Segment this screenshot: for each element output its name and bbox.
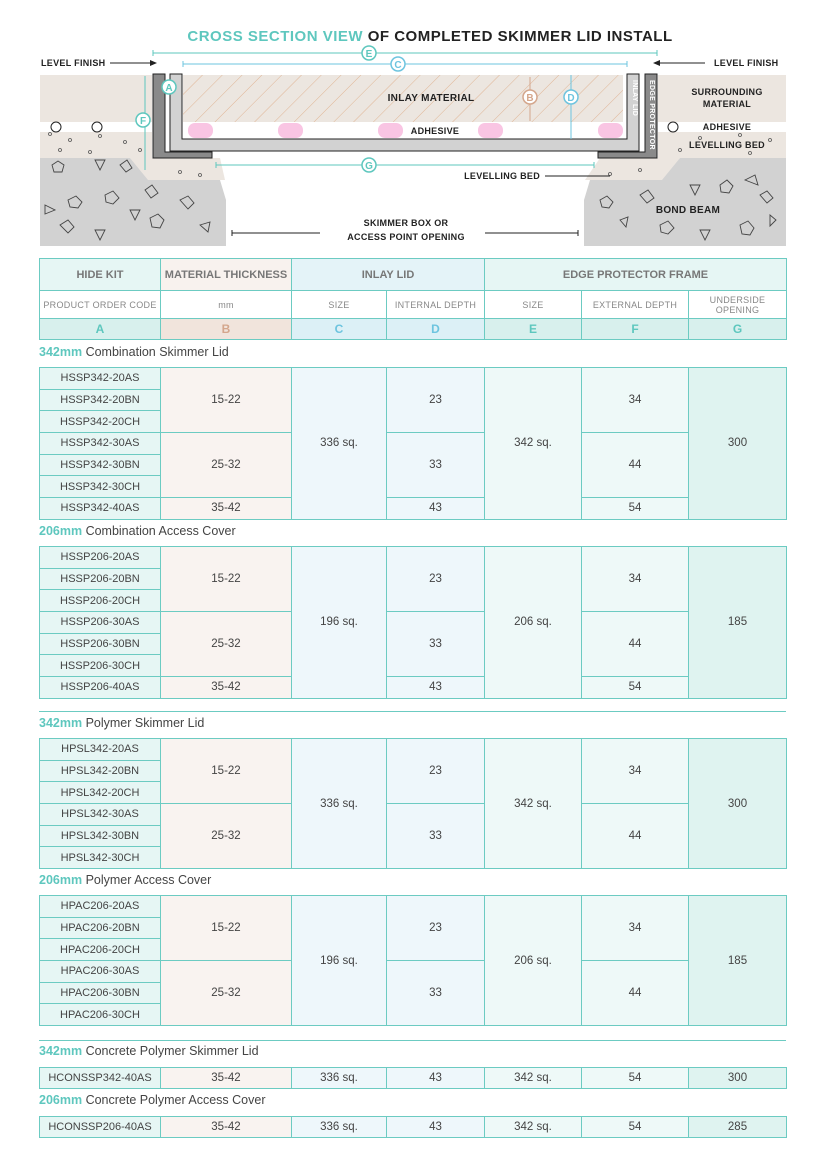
- external-depth: 44: [582, 961, 689, 1026]
- lid-size: 336 sq.: [292, 1068, 387, 1089]
- underside-opening: 300: [689, 1068, 787, 1089]
- table-row: [40, 433, 787, 455]
- section-title: [39, 873, 211, 887]
- marker-b-label: B: [526, 93, 534, 104]
- product-code: HSSP206-30BN: [40, 633, 161, 655]
- inlay-material-label: INLAY MATERIAL: [387, 93, 475, 104]
- external-depth: 44: [582, 612, 689, 677]
- product-code: HSSP342-30AS: [40, 433, 161, 455]
- external-depth: 54: [582, 677, 689, 699]
- product-code: HPAC206-20CH: [40, 939, 161, 961]
- external-depth: 34: [582, 739, 689, 804]
- external-depth: 54: [582, 1068, 689, 1089]
- material-thickness: 25-32: [161, 804, 292, 869]
- section-name: Polymer Skimmer Lid: [82, 716, 205, 730]
- table-row: [40, 1117, 787, 1138]
- surrounding-material-label-2: MATERIAL: [702, 99, 752, 109]
- marker-c-label: C: [394, 60, 402, 71]
- internal-depth: 43: [387, 677, 485, 699]
- section-name: Combination Skimmer Lid: [82, 345, 229, 359]
- table-row: [40, 612, 787, 634]
- product-code: HPSL342-20CH: [40, 782, 161, 804]
- external-depth: 54: [582, 1117, 689, 1138]
- material-thickness: 35-42: [161, 498, 292, 520]
- product-code: HPSL342-30CH: [40, 847, 161, 869]
- product-code: HCONSSP206-40AS: [40, 1117, 161, 1138]
- subheader-frame-size: SIZE: [485, 291, 582, 319]
- adhesive-beads-pink: [188, 123, 623, 138]
- section-size: 206mm: [39, 524, 83, 538]
- product-code: HPAC206-20BN: [40, 917, 161, 939]
- product-code: HSSP342-20AS: [40, 368, 161, 390]
- frame-size: 342 sq.: [485, 368, 582, 520]
- product-code: HPSL342-30BN: [40, 825, 161, 847]
- internal-depth: 23: [387, 547, 485, 612]
- product-table: [39, 1067, 787, 1089]
- internal-depth: 23: [387, 739, 485, 804]
- material-thickness: 25-32: [161, 612, 292, 677]
- levelling-bed-center-label: LEVELLING BED: [464, 171, 540, 181]
- adhesive-right-label: ADHESIVE: [702, 122, 752, 132]
- letter-a: A: [40, 319, 161, 340]
- table-row: [40, 677, 787, 699]
- subheader-underside-opening: UNDERSIDE OPENING: [689, 291, 787, 319]
- marker-g-label: G: [365, 161, 373, 172]
- product-table: [39, 1116, 787, 1138]
- internal-depth: 43: [387, 498, 485, 520]
- header-hide-kit: HIDE KIT: [40, 259, 161, 291]
- material-thickness: 35-42: [161, 1068, 292, 1089]
- frame-size: 342 sq.: [485, 739, 582, 869]
- internal-depth: 23: [387, 896, 485, 961]
- underside-opening: 300: [689, 739, 787, 869]
- external-depth: 34: [582, 547, 689, 612]
- product-code: HSSP206-20CH: [40, 590, 161, 612]
- underside-opening: 285: [689, 1117, 787, 1138]
- product-code: HSSP342-30CH: [40, 476, 161, 498]
- section-title: [39, 716, 204, 730]
- section-size: 342mm: [39, 716, 83, 730]
- section-name: Concrete Polymer Access Cover: [82, 1093, 266, 1107]
- level-finish-left-label: LEVEL FINISH: [41, 58, 106, 68]
- subheader-mm: mm: [161, 291, 292, 319]
- internal-depth: 33: [387, 961, 485, 1026]
- level-finish-right-label: LEVEL FINISH: [714, 58, 779, 68]
- internal-depth: 43: [387, 1068, 485, 1089]
- underside-opening: 300: [689, 368, 787, 520]
- external-depth: 34: [582, 896, 689, 961]
- frame-size: 342 sq.: [485, 1068, 582, 1089]
- product-code: HSSP206-30CH: [40, 655, 161, 677]
- product-code: HPSL342-20AS: [40, 739, 161, 761]
- opening-label-2: ACCESS POINT OPENING: [347, 232, 465, 242]
- product-code: HPAC206-30CH: [40, 1004, 161, 1026]
- frame-size: 206 sq.: [485, 547, 582, 699]
- product-code: HSSP206-20AS: [40, 547, 161, 569]
- product-code: HSSP206-20BN: [40, 568, 161, 590]
- product-code: HPAC206-30BN: [40, 982, 161, 1004]
- section-name: Concrete Polymer Skimmer Lid: [82, 1044, 259, 1058]
- table-row: [40, 547, 787, 569]
- section-size: 206mm: [39, 1093, 83, 1107]
- letter-g: G: [689, 319, 787, 340]
- internal-depth: 33: [387, 804, 485, 869]
- section-divider: [39, 1040, 786, 1041]
- section-title: [39, 1044, 259, 1058]
- cross-section-diagram: [0, 40, 826, 250]
- lid-size: 336 sq.: [292, 739, 387, 869]
- subheader-external-depth: EXTERNAL DEPTH: [582, 291, 689, 319]
- product-code: HSSP342-30BN: [40, 454, 161, 476]
- product-code: HPAC206-30AS: [40, 961, 161, 983]
- internal-depth: 43: [387, 1117, 485, 1138]
- section-title: [39, 345, 229, 359]
- underside-opening: 185: [689, 896, 787, 1026]
- letter-e: E: [485, 319, 582, 340]
- subheader-internal-depth: INTERNAL DEPTH: [387, 291, 485, 319]
- header-inlay-lid: INLAY LID: [292, 259, 485, 291]
- table-row: [40, 739, 787, 761]
- bond-beam-label: BOND BEAM: [655, 205, 721, 216]
- section-name: Combination Access Cover: [82, 524, 236, 538]
- product-code: HPSL342-30AS: [40, 804, 161, 826]
- product-table: [39, 367, 787, 520]
- section-title: [39, 1093, 266, 1107]
- section-size: 342mm: [39, 345, 83, 359]
- letter-f: F: [582, 319, 689, 340]
- product-code: HSSP342-20CH: [40, 411, 161, 433]
- section-size: 342mm: [39, 1044, 83, 1058]
- internal-depth: 33: [387, 433, 485, 498]
- marker-f-label: F: [139, 116, 147, 127]
- product-table: [39, 738, 787, 869]
- external-depth: 44: [582, 433, 689, 498]
- lid-size: 196 sq.: [292, 547, 387, 699]
- material-thickness: 35-42: [161, 1117, 292, 1138]
- marker-e-label: E: [365, 49, 373, 60]
- surrounding-material-label-1: SURROUNDING: [691, 87, 763, 97]
- lid-size: 336 sq.: [292, 1117, 387, 1138]
- levelling-bed-left: [40, 132, 152, 158]
- section-divider: [39, 711, 786, 712]
- title-accent: CROSS SECTION VIEW: [187, 28, 364, 45]
- lid-size: 196 sq.: [292, 896, 387, 1026]
- table-row: [40, 498, 787, 520]
- lid-size: 336 sq.: [292, 368, 387, 520]
- header-edge-protector: EDGE PROTECTOR FRAME: [485, 259, 787, 291]
- marker-a-label: A: [165, 83, 173, 94]
- subheader-product-code: PRODUCT ORDER CODE: [40, 291, 161, 319]
- spec-table-header: [39, 258, 787, 340]
- edge-protector-vertical-label: EDGE PROTECTOR: [648, 80, 655, 150]
- product-code: HSSP342-20BN: [40, 389, 161, 411]
- product-table: [39, 895, 787, 1026]
- table-row: [40, 804, 787, 826]
- surrounding-material-left: [40, 75, 152, 122]
- external-depth: 34: [582, 368, 689, 433]
- product-code: HSSP206-40AS: [40, 677, 161, 699]
- header-material-thickness: MATERIAL THICKNESS: [161, 259, 292, 291]
- letter-c: C: [292, 319, 387, 340]
- marker-d-label: D: [567, 93, 575, 104]
- material-thickness: 15-22: [161, 547, 292, 612]
- arrow-left-icon: [150, 60, 157, 66]
- letter-d: D: [387, 319, 485, 340]
- arrow-right-icon: [653, 60, 660, 66]
- inlay-lid-vertical-label: INLAY LID: [631, 80, 638, 117]
- section-size: 206mm: [39, 873, 83, 887]
- external-depth: 44: [582, 804, 689, 869]
- frame-size: 342 sq.: [485, 1117, 582, 1138]
- table-row: [40, 1068, 787, 1089]
- material-thickness: 35-42: [161, 677, 292, 699]
- section-title: [39, 524, 236, 538]
- levelling-bed-right-label: LEVELLING BED: [689, 140, 765, 150]
- material-thickness: 25-32: [161, 961, 292, 1026]
- table-row: [40, 896, 787, 918]
- product-code: HPSL342-20BN: [40, 760, 161, 782]
- letter-b: B: [161, 319, 292, 340]
- table-row: [40, 961, 787, 983]
- section-name: Polymer Access Cover: [82, 873, 212, 887]
- title-rest: OF COMPLETED SKIMMER LID INSTALL: [363, 28, 673, 45]
- subheader-lid-size: SIZE: [292, 291, 387, 319]
- external-depth: 54: [582, 498, 689, 520]
- frame-size: 206 sq.: [485, 896, 582, 1026]
- product-code: HSSP342-40AS: [40, 498, 161, 520]
- product-code: HPAC206-20AS: [40, 896, 161, 918]
- material-thickness: 15-22: [161, 739, 292, 804]
- material-thickness: 25-32: [161, 433, 292, 498]
- adhesive-center-label: ADHESIVE: [410, 126, 460, 136]
- underside-opening: 185: [689, 547, 787, 699]
- product-code: HCONSSP342-40AS: [40, 1068, 161, 1089]
- material-thickness: 15-22: [161, 368, 292, 433]
- product-table: [39, 546, 787, 699]
- opening-label-1: SKIMMER BOX OR: [363, 218, 449, 228]
- table-row: [40, 368, 787, 390]
- material-thickness: 15-22: [161, 896, 292, 961]
- internal-depth: 33: [387, 612, 485, 677]
- internal-depth: 23: [387, 368, 485, 433]
- product-code: HSSP206-30AS: [40, 612, 161, 634]
